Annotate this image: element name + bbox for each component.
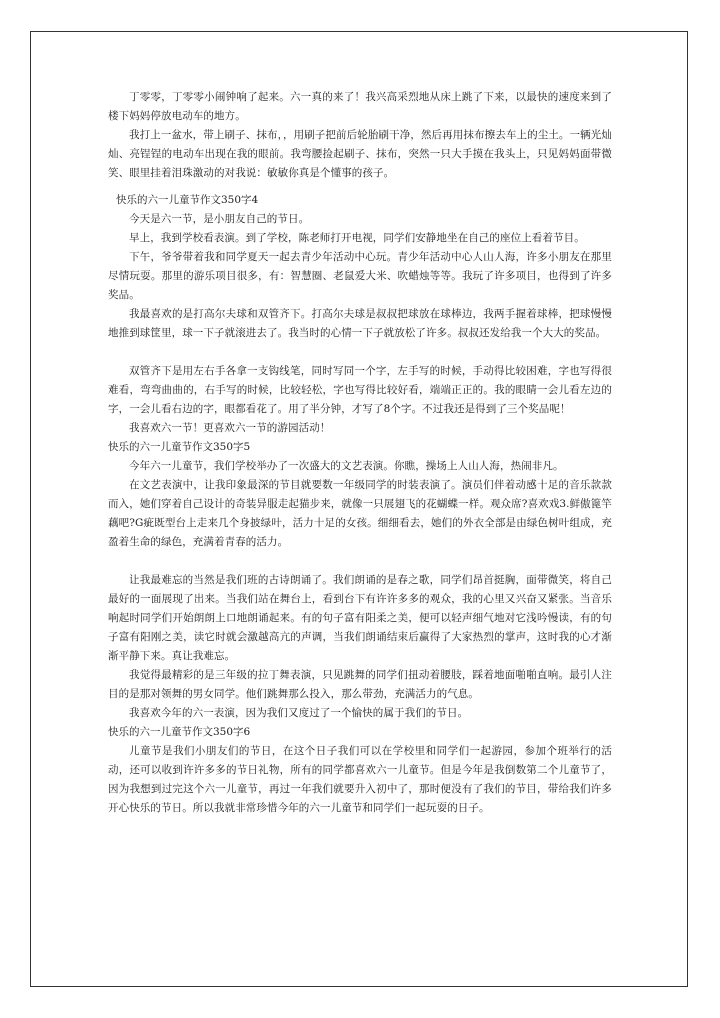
- section-title-4: 快乐的六一儿童节作文350字4: [116, 194, 259, 206]
- paragraph: 双管齐下是用左右手各拿一支钩线笔，同时写同一个字，左手写的时候，手动得比较困难，字也写得很难看，弯弯曲曲的，右手写的时候，比较轻松，字也写得比较好看，端端正正的。我的眼睛一会儿看左边的字，一会儿看右边的字，眼都看花了。用了半分钟，才写了8个字。不过我还是得到了三个奖品呢！: [108, 365, 612, 415]
- document-body: [108, 88, 612, 818]
- paragraph: 今年六一儿童节，我们学校举办了一次盛大的文艺表演。你瞧，操场上人山人海，热闹非凡。: [129, 460, 564, 472]
- paragraph: 早上，我到学校看表演。到了学校，陈老师打开电视，同学们安静地坐在自己的座位上看着节目。: [129, 232, 585, 244]
- section-title-6: 快乐的六一儿童节作文350字6: [108, 726, 251, 738]
- section-title-5: 快乐的六一儿童节作文350字5: [108, 441, 251, 453]
- paragraph: 在文艺表演中，让我印象最深的节目就要数一年级同学的时装表演了。演员们伴着动感十足的音乐款款而入，她们穿着自己设计的奇装异服走起猫步来，就像一只展翅飞的花蝴蝶一样。观众席?喜欢戏3.鲜傲篦竿藕吧?G疵既型台上走来几个身披绿叶，活力十足的女孩。细细看去，她们的外衣全部是由绿色树叶组成，充盈着生命的绿色，充满着青春的活力。: [108, 479, 612, 548]
- paragraph: 我觉得最精彩的是三年级的拉丁舞表演，只见跳舞的同学们扭动着腰肢，踩着地面啪啪直响。最引人注目的是那对领舞的男女同学。他们跳舞那么投入，那么带劲，充满活力的气息。: [108, 669, 612, 700]
- paragraph: 我最喜欢的是打高尔夫球和双管齐下。打高尔夫球是叔叔把球放在球棒边，我两手握着球棒，把球慢慢地推到球筐里，球一下子就滚进去了。我当时的心情一下子就放松了许多。叔叔还发给我一个大大的奖品。: [108, 308, 612, 339]
- paragraph: 丁零零，丁零零小闹钟响了起来。六一真的来了！我兴高采烈地从床上跳了下来，以最快的速度来到了楼下妈妈停放电动车的地方。: [108, 91, 612, 122]
- paragraph: 下午，爷爷带着我和同学夏天一起去青少年活动中心玩。青少年活动中心人山人海，许多小朋友在那里尽情玩耍。那里的游乐项目很多，有：智慧圈、老鼠爱大米、吹蜡烛等等。我玩了许多项目，也得到了许多奖品。: [108, 251, 612, 301]
- paragraph: 今天是六一节，是小朋友自己的节日。: [129, 213, 310, 225]
- paragraph: 我喜欢今年的六一表演，因为我们又度过了一个愉快的属于我们的节日。: [129, 707, 469, 719]
- paragraph: 儿童节是我们小朋友们的节日，在这个日子我们可以在学校里和同学们一起游园，参加个班举行的活动，还可以收到许许多多的节日礼物，所有的同学都喜欢六一儿童节。但是今年是我倒数第二个儿童节了，因为我想到过完这个六一儿童节，再过一年我们就要升入初中了，那时便没有了我们的节目，带给我们许多开心快乐的节日。所以我就非常珍惜今年的六一儿童节和同学们一起玩耍的日子。: [108, 745, 612, 814]
- paragraph: 我喜欢六一节！更喜欢六一节的游园活动！: [129, 422, 331, 434]
- paragraph: 我打上一盆水，带上刷子、抹布，，用刷子把前后轮胎刷干净，然后再用抹布擦去车上的尘土。一辆光灿灿、亮锃锃的电动车出现在我的眼前。我弯腰捡起刷子、抹布，突然一只大手摸在我头上，只见妈妈面带微笑、眼里挂着泪珠激动的对我说：敏敏你真是个懂事的孩子。: [108, 129, 612, 179]
- paragraph: 让我最难忘的当然是我们班的古诗朗诵了。我们朗诵的是春之歌，同学们昂首挺胸，面带微笑，将自己最好的一面展现了出来。当我们站在舞台上，看到台下有许许多多的观众，我的心里又兴奋又紧张。当音乐响起时同学们开始朗朗上口地朗诵起来。有的句子富有阳柔之美，便可以轻声细气地对它浅吟慢读，有的句子富有阳刚之美，读它时就会激越高亢的声调，当我们朗诵结束后赢得了大家热烈的掌声，这时我的心才渐渐平静下来。真让我难忘。: [108, 574, 612, 662]
